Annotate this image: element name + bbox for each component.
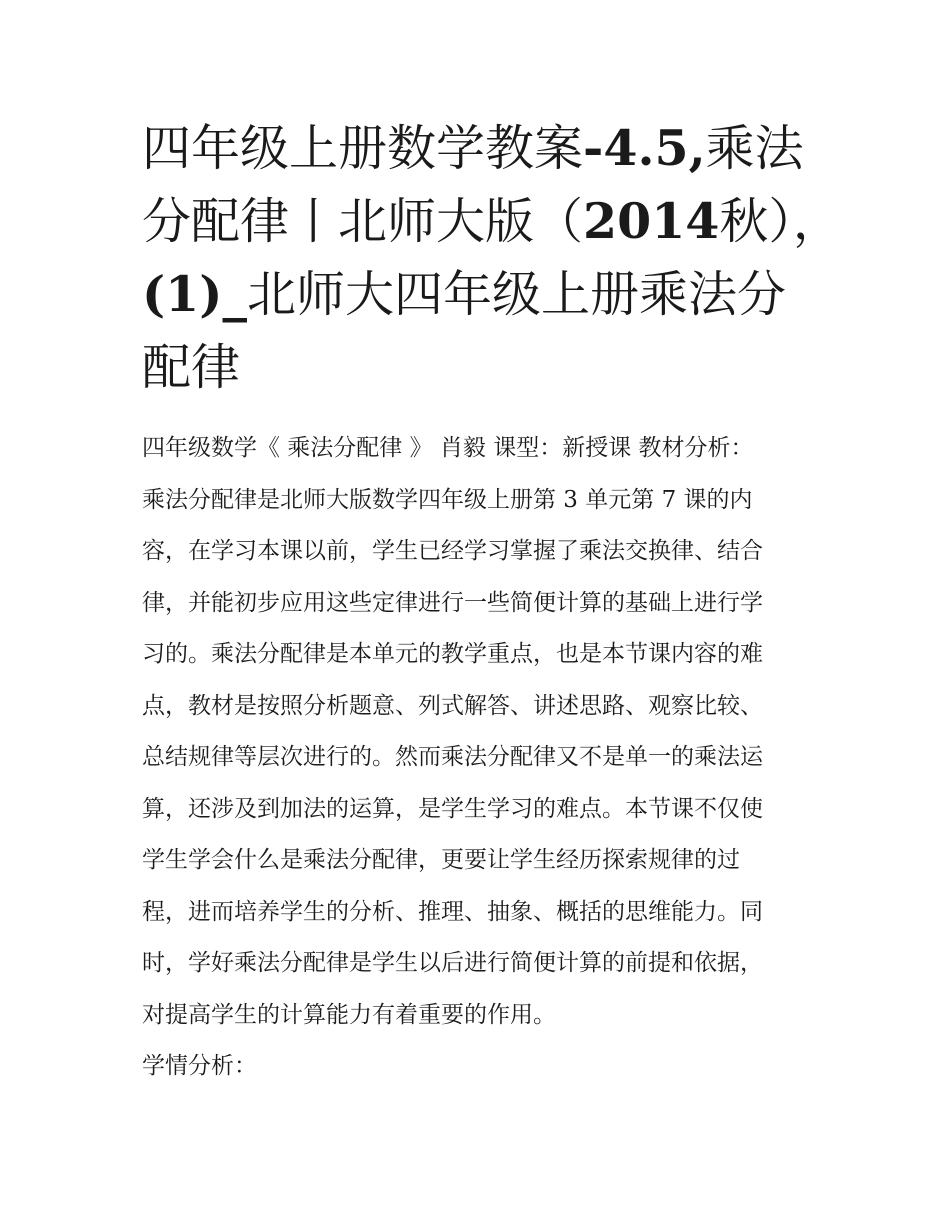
title-line (142, 185, 842, 258)
title-text: 乘法 (705, 120, 804, 177)
section-heading: 学情分析： (142, 1053, 257, 1079)
title-text: 秋）， (719, 193, 842, 250)
body-line: 习的。乘法分配律是本单元的教学重点，也是本节课内容的难 (142, 641, 763, 667)
body-line: 律，并能初步应用这些定律进行一些简便计算的基础上进行学 (142, 589, 763, 616)
body-line: 总结规律等层次进行的。然而乘法分配律又不是单一的乘法运 (142, 744, 763, 770)
document-title (142, 112, 842, 404)
body-line: 学生学会什么是乘法分配律，更要让学生经历探索规律的过 (142, 847, 740, 873)
body-line: 点，教材是按照分析题意、列式解答、讲述思路、观察比较、 (142, 692, 763, 719)
title-text-bold: (1)_ (142, 265, 247, 323)
title-text-bold: -4.5, (583, 119, 706, 177)
body-line: 对提高学生的计算能力有着重要的作用。 (142, 1001, 556, 1028)
title-text: 四年级上册数学教案 (142, 120, 584, 177)
title-text: 分配律丨北师大版（ (142, 193, 584, 250)
title-text: 北师大四年级上册乘法分 (246, 266, 786, 323)
title-text: 配律 (142, 339, 241, 396)
document-page (142, 112, 842, 1093)
body-paragraph (142, 423, 814, 1093)
title-line (142, 258, 814, 331)
title-text-bold: 2014 (583, 192, 720, 250)
body-line: 算，还涉及到加法的运算，是学生学习的难点。本节课不仅使 (142, 795, 763, 822)
body-line: 容，在学习本课以前，学生已经学习掌握了乘法交换律、结合 (142, 538, 763, 564)
body-line: 程，进而培养学生的分析、推理、抽象、概括的思维能力。同 (142, 898, 763, 925)
body-line: 乘法分配律是北师大版数学四年级上册第 3 单元第 7 课的内 (142, 486, 753, 513)
body-line: 四年级数学《 乘法分配律 》 肖毅 课型：新授课 教材分析： (142, 435, 754, 461)
title-line (142, 331, 814, 404)
title-line (142, 112, 814, 185)
body-line: 时，学好乘法分配律是学生以后进行简便计算的前提和依据， (142, 950, 763, 976)
